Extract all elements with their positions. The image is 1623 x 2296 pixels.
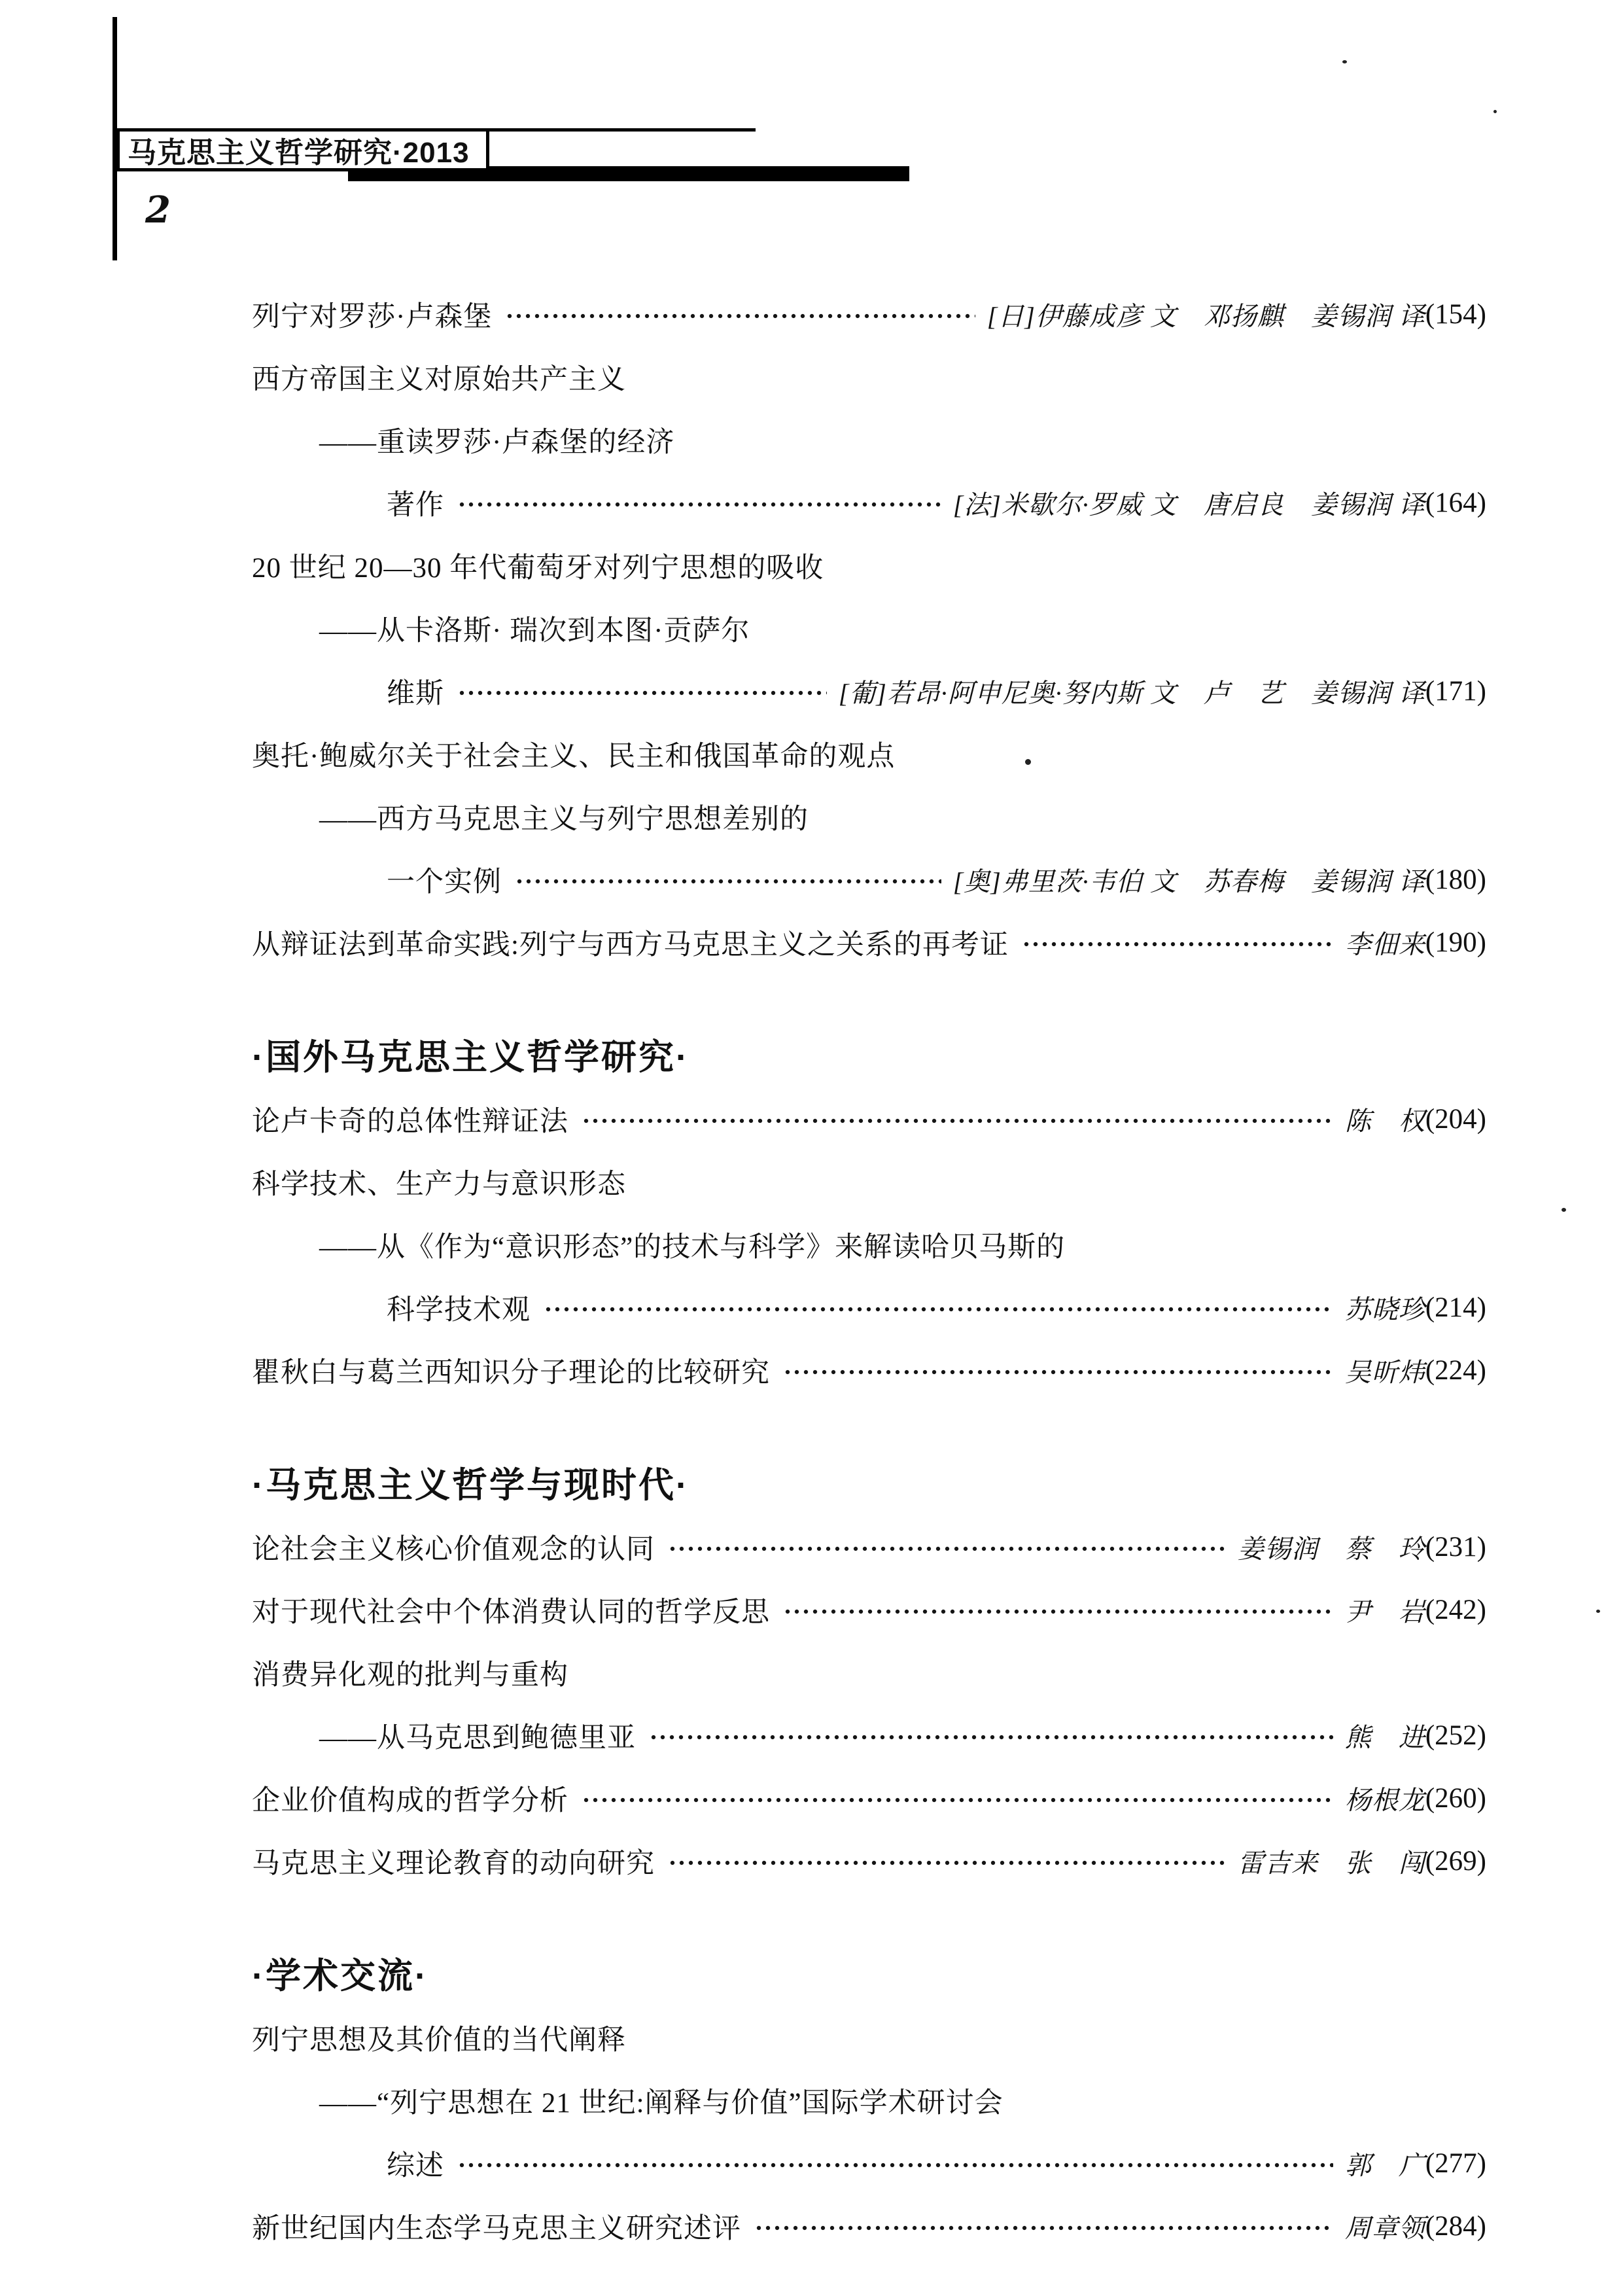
entry-title: 奥托·鲍威尔关于社会主义、民主和俄国革命的观点 [252,741,896,772]
entry-title: 对于现代社会中个体消费认同的哲学反思 [252,1597,770,1628]
toc-entry [252,1339,1486,1402]
entry-page-number: (154) [1425,298,1486,330]
scan-speck [1493,110,1497,113]
entry-title: 列宁对罗莎·卢森堡 [252,301,493,332]
entry-title: 企业价值构成的哲学分析 [252,1785,568,1816]
toc-entry [252,911,1486,974]
entry-authors: 雷吉来 张 闯 [1237,1848,1425,1878]
table-of-contents [252,283,1486,2257]
toc-entry [252,785,1486,848]
entry-page-number: (277) [1425,2147,1486,2179]
entry-page-number: (180) [1425,864,1486,895]
entry-page-number: (284) [1425,2210,1486,2242]
toc-entry [252,1150,1486,1213]
toc-entry [252,534,1486,597]
entry-page-number: (190) [1425,927,1486,958]
toc-entry [252,471,1486,534]
entry-authors: 杨根龙 [1344,1785,1425,1815]
entry-title: ——从卡洛斯· 瑞次到本图·贡萨尔 [319,615,750,646]
entry-authors: [葡]若昂·阿申尼奥·努内斯 文 卢 艺 姜锡润 译 [838,678,1425,708]
toc-entry [252,1829,1486,1892]
journal-title-box [116,128,489,171]
toc-entry [252,1704,1486,1767]
entry-authors: 姜锡润 蔡 玲 [1237,1534,1425,1564]
dot-leader [582,1795,1333,1805]
scan-speck [1025,759,1031,765]
toc-entry [252,722,1486,785]
entry-page-number: (164) [1425,487,1486,518]
entry-authors: 苏晓珍 [1344,1294,1425,1324]
dot-leader [783,1607,1333,1616]
section-heading: ·国外马克思主义哲学研究· [252,1037,689,1077]
toc-entry [252,1578,1486,1641]
entry-authors: 李佃来 [1344,929,1425,959]
toc-entry [252,848,1486,911]
entry-page-number: (214) [1425,1292,1486,1323]
entry-title: 20 世纪 20—30 年代葡萄牙对列宁思想的吸收 [252,552,824,584]
toc-entry [252,1641,1486,1704]
entry-authors: 吴昕炜 [1344,1357,1425,1387]
entry-title: 论卢卡奇的总体性辩证法 [252,1106,568,1137]
toc-entry [252,2132,1486,2195]
toc-entry [252,1087,1486,1150]
toc-entry [252,408,1486,471]
toc-entry [252,2006,1486,2069]
dot-leader [544,1305,1333,1314]
entry-authors: [奥]弗里茨·韦伯 文 苏春梅 姜锡润 译 [952,866,1425,896]
entry-title: 西方帝国主义对原始共产主义 [252,364,626,395]
toc-entry [252,1213,1486,1276]
scan-speck [1596,1610,1600,1613]
dot-leader [754,2223,1333,2233]
entry-title: 著作 [387,489,444,521]
entry-title: 马克思主义理论教育的动向研究 [252,1848,655,1879]
entry-title: 列宁思想及其价值的当代阐释 [252,2024,626,2056]
toc-entry [252,2069,1486,2132]
entry-authors: 熊 进 [1344,1722,1425,1752]
entry-title: ——重读罗莎·卢森堡的经济 [319,427,675,458]
entry-authors: 郭 广 [1344,2150,1425,2180]
entry-authors: [法]米歇尔·罗威 文 唐启良 姜锡润 译 [952,489,1425,520]
entry-title: 从辩证法到革命实践:列宁与西方马克思主义之关系的再考证 [252,929,1009,961]
toc-entry [252,1276,1486,1339]
dot-leader [515,877,941,886]
entry-authors: 尹 岩 [1344,1597,1425,1627]
entry-title: 综述 [387,2150,444,2181]
entry-title: 瞿秋白与葛兰西知识分子理论的比较研究 [252,1357,770,1388]
entry-page-number: (204) [1425,1103,1486,1135]
entry-title: 论社会主义核心价值观念的认同 [252,1534,655,1565]
dot-leader [457,688,827,698]
dot-leader [1022,940,1333,949]
entry-title: 一个实例 [387,866,502,898]
dot-leader [457,2161,1333,2170]
toc-entry [252,283,1486,345]
toc-entry [252,345,1486,408]
entry-page-number: (260) [1425,1782,1486,1814]
journal-title: 马克思主义哲学研究·2013 [128,137,470,169]
entry-title: 新世纪国内生态学马克思主义研究述评 [252,2213,741,2244]
scan-speck [1562,1208,1566,1212]
dot-leader [649,1733,1333,1742]
entry-title: 科学技术、生产力与意识形态 [252,1169,626,1200]
entry-page-number: (269) [1425,1845,1486,1877]
toc-entry [252,1767,1486,1829]
dot-leader [457,500,941,509]
entry-page-number: (231) [1425,1531,1486,1563]
toc-entry [252,597,1486,660]
dot-leader [582,1116,1333,1125]
entry-title: ——从马克思到鲍德里亚 [319,1722,636,1754]
entry-title: 消费异化观的批判与重构 [252,1659,568,1691]
entry-authors: 陈 权 [1344,1106,1425,1136]
page-number: 2 [145,188,171,232]
entry-title: ——“列宁思想在 21 世纪:阐释与价值”国际学术研讨会 [319,2087,1003,2119]
scan-speck [1342,60,1347,63]
dot-leader [505,311,975,321]
section-heading: ·马克思主义哲学与现时代· [252,1465,689,1505]
entry-title: 维斯 [387,678,444,709]
dot-leader [783,1368,1333,1377]
entry-authors: 周章领 [1344,2213,1425,2243]
entry-title: ——西方马克思主义与列宁思想差别的 [319,804,809,835]
entry-page-number: (242) [1425,1594,1486,1625]
entry-title: 科学技术观 [387,1294,531,1326]
dot-leader [668,1544,1226,1553]
section-heading: ·学术交流· [252,1956,428,1996]
entry-page-number: (224) [1425,1354,1486,1386]
toc-entry [252,2195,1486,2257]
toc-entry [252,660,1486,722]
dot-leader [668,1858,1226,1867]
entry-page-number: (252) [1425,1720,1486,1751]
entry-authors: [日]伊藤成彦 文 邓扬麒 姜锡润 译 [986,301,1425,331]
toc-entry [252,1515,1486,1578]
entry-page-number: (171) [1425,675,1486,707]
entry-title: ——从《作为“意识形态”的技术与科学》来解读哈贝马斯的 [319,1231,1066,1263]
